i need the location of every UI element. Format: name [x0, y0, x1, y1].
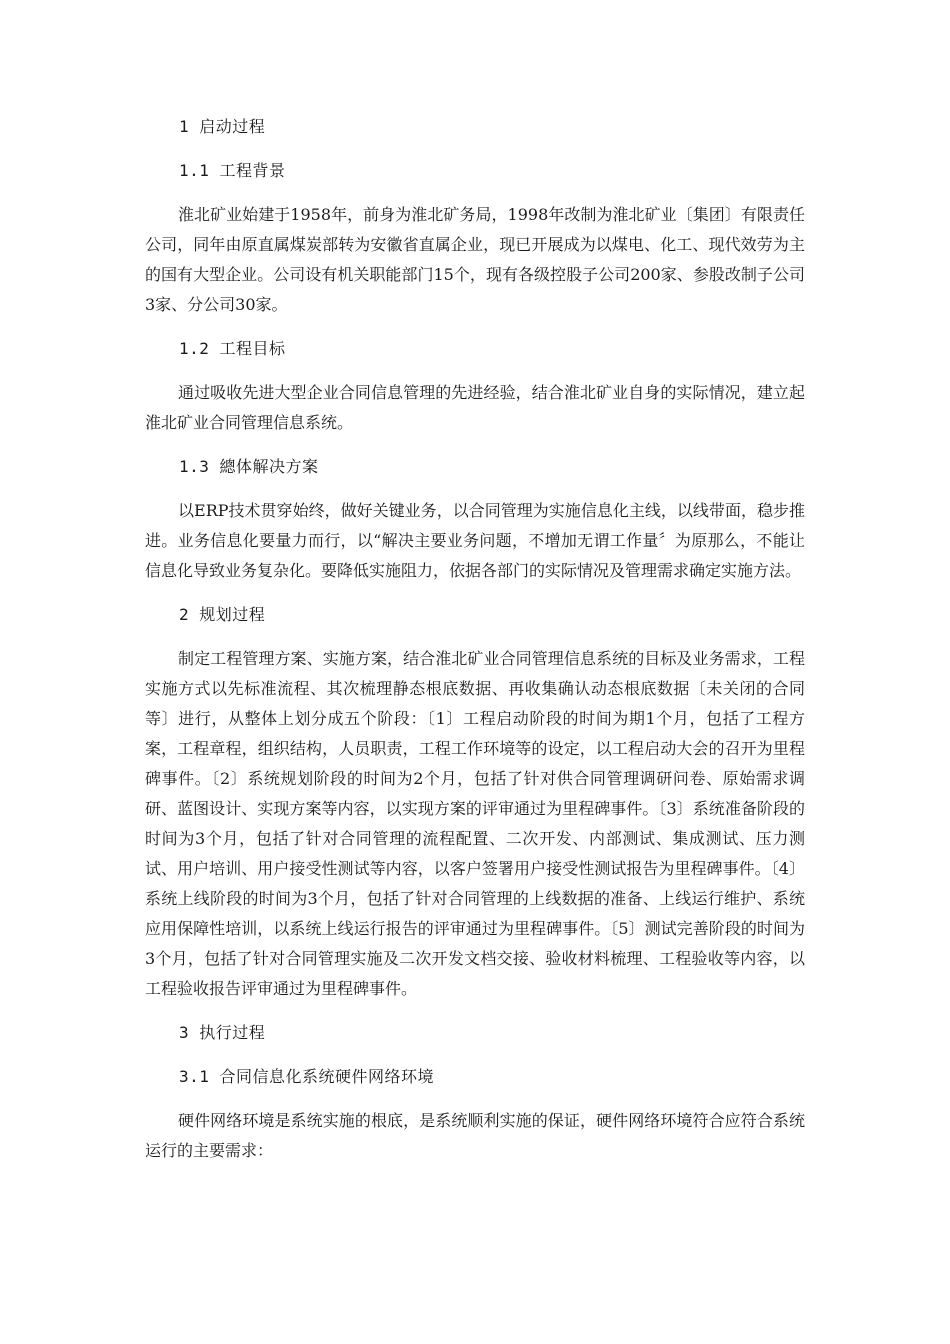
section-1-heading: 1 启动过程 — [179, 117, 266, 136]
section-1-3-paragraph: 以ERP技术贯穿始终，做好关键业务，以合同管理为实施信息化主线，以线带面，稳步推进。业务信息化要量力而行，以“解决主要业务问题，不增加无谓工作量〞为原那么，不能让信息化导致业务复杂化。要降低实施阻力，依据各部门的实际情况及管理需求确定实施方法。 — [145, 501, 805, 580]
document-page — [145, 112, 805, 1166]
section-3-1-heading: 3.1 合同信息化系统硬件网络环境 — [179, 1067, 435, 1086]
section-1-1-paragraph: 淮北矿业始建于1958年，前身为淮北矿务局，1998年改制为淮北矿业〔集团〕有限责任公司，同年由原直属煤炭部转为安徽省直属企业，现已开展成为以煤电、化工、现代效劳为主的国有大型企业。公司设有机关职能部门15个，现有各级控股子公司200家、参股改制子公司3家、分公司30家。 — [145, 205, 805, 314]
section-3-heading: 3 执行过程 — [179, 1023, 266, 1042]
section-1-2-paragraph: 通过吸收先进大型企业合同信息管理的先进经验，结合淮北矿业自身的实际情况，建立起淮北矿业合同管理信息系统。 — [145, 383, 805, 432]
section-3-1-paragraph: 硬件网络环境是系统实施的根底，是系统顺利实施的保证，硬件网络环境符合应符合系统运行的主要需求： — [145, 1111, 805, 1160]
section-1-3-heading: 1.3 總体解决方案 — [179, 457, 319, 476]
section-2-heading: 2 规划过程 — [179, 605, 266, 624]
section-1-2-heading: 1.2 工程目标 — [179, 339, 286, 358]
section-1-1-heading: 1.1 工程背景 — [179, 161, 286, 180]
section-2-paragraph: 制定工程管理方案、实施方案，结合淮北矿业合同管理信息系统的目标及业务需求，工程实施方式以先标准流程、其次梳理静态根底数据、再收集确认动态根底数据〔未关闭的合同等〕进行，从整体上划分成五个阶段：〔1〕工程启动阶段的时间为期1个月，包括了工程方案，工程章程，组织结构，人员职责，工程工作环境等的设定，以工程启动大会的召开为里程碑事件。〔2〕系统规划阶段的时间为2个月，包括了针对供合同管理调研问卷、原始需求调研、蓝图设计、实现方案等内容，以实现方案的评审通过为里程碑事件。〔3〕系统准备阶段的时间为3个月，包括了针对合同管理的流程配置、二次开发、内部测试、集成测试、压力测试、用户培训、用户接受性测试等内容，以客户签署用户接受性测试报告为里程碑事件。〔4〕系统上线阶段的时间为3个月，包括了针对合同管理的上线数据的准备、上线运行维护、系统应用保障性培训，以系统上线运行报告的评审通过为里程碑事件。〔5〕测试完善阶段的时间为3个月，包括了针对合同管理实施及二次开发文档交接、验收材料梳理、工程验收等内容，以工程验收报告评审通过为里程碑事件。 — [145, 649, 805, 998]
